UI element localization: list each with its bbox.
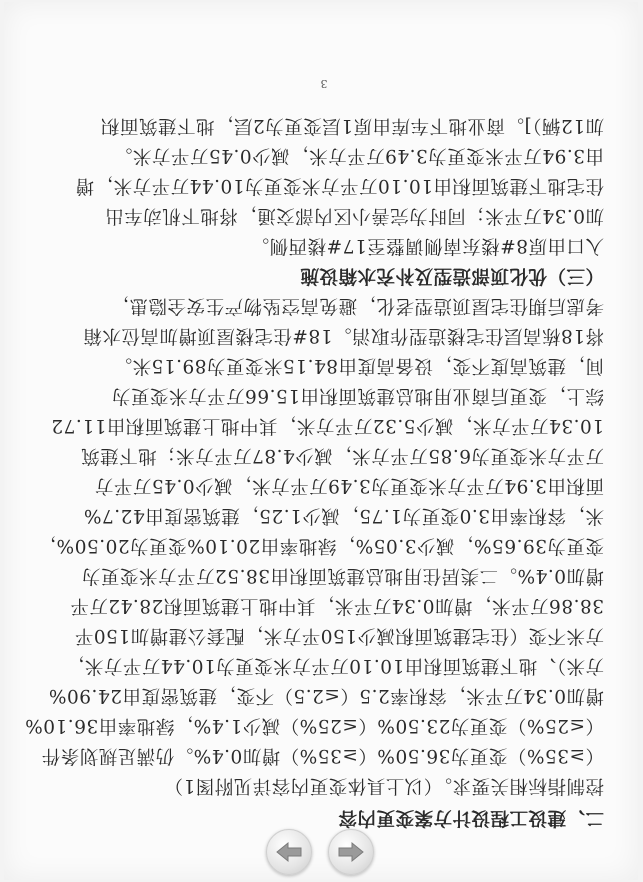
- text-line: 10.34万平方米，减少5.32万平方米，其中地上建筑面积由11.72: [50, 415, 604, 436]
- text-line: 增加0.34万平米，容积率2.5（≤2.5）不变，建筑密度由24.90%: [48, 685, 604, 706]
- arrow-left-icon: [275, 841, 303, 863]
- text-line: 面积由3.94万平方米变更为3.49万平方米，减少0.45万平方: [94, 475, 604, 496]
- text-line: 由3.94万平米变更为3.49万平方米，减少0.45万平方米。: [113, 145, 604, 166]
- previous-page-button[interactable]: [266, 829, 312, 875]
- text-line: 38.86万平米，增加0.34万平米，其中地上建筑面积28.42万平: [69, 595, 604, 616]
- page-number: 3: [320, 77, 328, 90]
- text-line: 加0.34万平米；同时为完善小区内部交通，将地下机动车出: [104, 205, 604, 226]
- text-line: 将18栋高层住宅楼造型作取消。18#住宅楼屋顶增加高位水箱: [82, 325, 604, 346]
- text-line: 控制指标相关要求。（以上具体变更内容详见附图1）: [163, 775, 604, 796]
- text-line: 万平方米变更为6.85万平方米，减少4.87万平方米；地下建筑: [80, 445, 604, 466]
- document-page: [4, 2, 638, 880]
- text-line: 方米）、地下建筑面积由10.10万平方米变更为10.44万平方米，: [65, 655, 604, 676]
- subsection-heading: （三）优化顶部造型及补充水箱设施: [299, 265, 604, 286]
- text-line: （≥35%）变更为36.50%（≥35%）增加0.4%。仍满足规划条件: [41, 745, 604, 766]
- page-content: [24, 42, 604, 832]
- text-line: 入口由原8#楼东南侧调整至17#楼西侧。: [250, 235, 604, 256]
- text-line: 综上，变更后商业用地总建筑面积由15.66万平方米变更为: [111, 385, 604, 406]
- section-heading: 二、建设工程设计方案变更内容: [337, 807, 604, 828]
- text-line: 方米不变（住宅建筑面积减少150平方米，配套公建增加150平: [74, 625, 604, 646]
- next-page-button[interactable]: [328, 829, 374, 875]
- text-line: 间，建筑高度不变，设备高度由84.15米变更为89.15米。: [113, 355, 604, 376]
- text-line: 米，容积率由3.0变更为1.75，减少1.25，建筑密度由42.7%: [83, 505, 604, 526]
- text-line: 住宅地下建筑面积由10.10万平方米变更为10.44万平方米，增: [75, 175, 604, 196]
- text-line: 加12辆）]。商业地下车库由原1层变更为2层，地下建筑面积: [100, 115, 604, 136]
- text-line: 增加0.4%。二类居住用地总建筑面积由38.52万平方米变更为: [81, 565, 604, 586]
- text-line: 考虑后期住宅屋顶造型老化，避免高空坠物产生安全隐患，: [109, 295, 604, 316]
- text-line: （≤25%）变更为23.50%（≤25%）减少1.4%，绿地率由36.10%: [24, 715, 604, 736]
- text-line: 变更为39.65%，减少3.05%，绿地率由20.10%变更为20.50%，: [37, 535, 604, 556]
- arrow-right-icon: [337, 841, 365, 863]
